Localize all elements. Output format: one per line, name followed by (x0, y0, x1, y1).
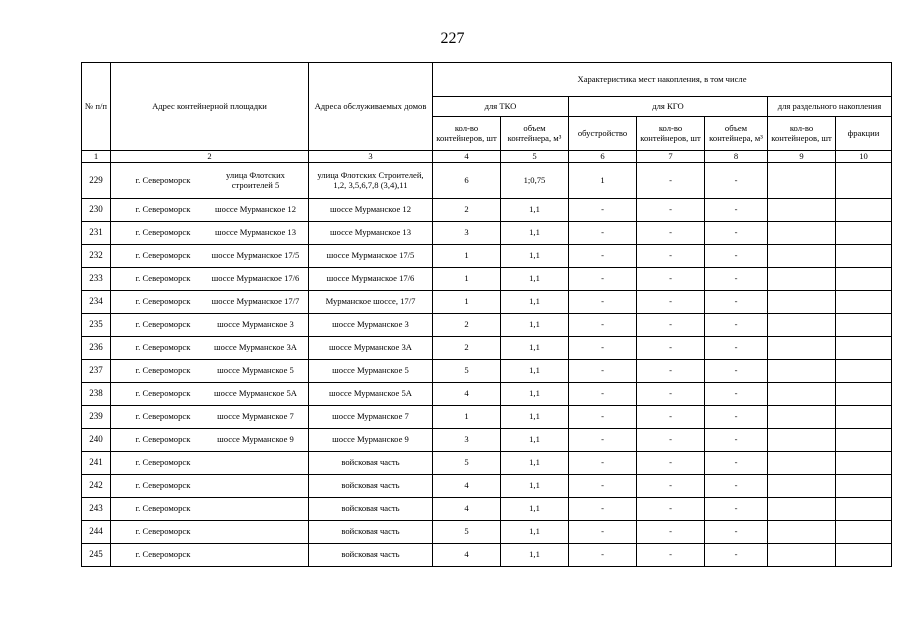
cell-sep-count (768, 544, 836, 567)
table-row (82, 337, 892, 360)
column-number: 4 (433, 151, 501, 163)
cell-kgo-arr: - (569, 245, 637, 268)
served-houses: войсковая часть (309, 544, 433, 567)
row-number: 235 (82, 314, 111, 337)
served-houses: шоссе Мурманское 12 (309, 199, 433, 222)
served-houses: шоссе Мурманское 5 (309, 360, 433, 383)
site-city: г. Североморск (135, 388, 191, 399)
header-group-separate: для раздельного накопления (768, 97, 892, 117)
site-address-cell (111, 544, 309, 567)
cell-tko-volume: 1,1 (501, 222, 569, 245)
site-address-cell (111, 406, 309, 429)
site-street: шоссе Мурманское 5 (217, 365, 294, 376)
cell-kgo-arr: - (569, 268, 637, 291)
site-city: г. Североморск (135, 411, 191, 422)
cell-kgo-count: - (637, 291, 705, 314)
cell-kgo-count: - (637, 383, 705, 406)
header-tko-volume: объем контейнера, м³ (501, 117, 569, 151)
cell-kgo-volume: - (705, 222, 768, 245)
cell-sep-count (768, 383, 836, 406)
cell-kgo-count: - (637, 475, 705, 498)
site-city: г. Североморск (135, 296, 191, 307)
cell-kgo-volume: - (705, 383, 768, 406)
column-number: 2 (111, 151, 309, 163)
cell-sep-fraction (836, 429, 892, 452)
site-city: г. Североморск (135, 250, 191, 261)
served-houses: войсковая часть (309, 452, 433, 475)
cell-tko-volume: 1,1 (501, 245, 569, 268)
header-kgo-arrangement: обустройство (569, 117, 637, 151)
cell-sep-fraction (836, 544, 892, 567)
cell-sep-count (768, 429, 836, 452)
cell-kgo-volume: - (705, 475, 768, 498)
cell-sep-fraction (836, 314, 892, 337)
site-city: г. Североморск (135, 526, 191, 537)
site-address-cell (111, 222, 309, 245)
site-city: г. Североморск (135, 174, 191, 185)
column-number: 1 (82, 151, 111, 163)
cell-sep-count (768, 452, 836, 475)
served-houses: шоссе Мурманское 9 (309, 429, 433, 452)
cell-tko-count: 1 (433, 245, 501, 268)
served-houses: шоссе Мурманское 5А (309, 383, 433, 406)
column-number: 6 (569, 151, 637, 163)
row-number: 236 (82, 337, 111, 360)
table-row (82, 475, 892, 498)
site-street: шоссе Мурманское 17/7 (211, 296, 300, 307)
cell-tko-volume: 1,1 (501, 383, 569, 406)
cell-tko-count: 4 (433, 498, 501, 521)
cell-sep-count (768, 337, 836, 360)
site-city: г. Североморск (135, 480, 191, 491)
cell-tko-volume: 1,1 (501, 452, 569, 475)
table-row (82, 268, 892, 291)
site-address-cell (111, 268, 309, 291)
row-number: 233 (82, 268, 111, 291)
cell-kgo-arr: - (569, 199, 637, 222)
row-number: 231 (82, 222, 111, 245)
cell-kgo-arr: - (569, 337, 637, 360)
row-number: 238 (82, 383, 111, 406)
site-city: г. Североморск (135, 457, 191, 468)
site-street: шоссе Мурманское 9 (217, 434, 294, 445)
served-houses: Мурманское шоссе, 17/7 (309, 291, 433, 314)
cell-sep-count (768, 245, 836, 268)
cell-sep-fraction (836, 360, 892, 383)
site-street: шоссе Мурманское 3 (217, 319, 294, 330)
site-city: г. Североморск (135, 319, 191, 330)
cell-tko-volume: 1,1 (501, 268, 569, 291)
site-address-cell (111, 475, 309, 498)
cell-kgo-count: - (637, 406, 705, 429)
table-row (82, 429, 892, 452)
site-city: г. Североморск (135, 434, 191, 445)
cell-kgo-arr: 1 (569, 163, 637, 199)
site-street: шоссе Мурманское 17/5 (211, 250, 300, 261)
site-address-cell (111, 383, 309, 406)
row-number: 240 (82, 429, 111, 452)
cell-tko-volume: 1,1 (501, 498, 569, 521)
site-city: г. Североморск (135, 365, 191, 376)
cell-sep-count (768, 222, 836, 245)
column-number: 3 (309, 151, 433, 163)
cell-tko-count: 1 (433, 291, 501, 314)
table-row (82, 245, 892, 268)
cell-sep-count (768, 199, 836, 222)
cell-kgo-arr: - (569, 429, 637, 452)
site-address-cell (111, 521, 309, 544)
cell-kgo-arr: - (569, 475, 637, 498)
cell-kgo-volume: - (705, 429, 768, 452)
cell-kgo-count: - (637, 544, 705, 567)
row-number: 230 (82, 199, 111, 222)
cell-sep-fraction (836, 337, 892, 360)
site-address-cell (111, 337, 309, 360)
served-houses: шоссе Мурманское 3А (309, 337, 433, 360)
row-number: 244 (82, 521, 111, 544)
cell-tko-count: 2 (433, 199, 501, 222)
column-number: 8 (705, 151, 768, 163)
header-col-no: № п/п (82, 63, 111, 151)
cell-sep-count (768, 314, 836, 337)
site-street: шоссе Мурманское 12 (214, 204, 297, 215)
cell-tko-volume: 1,1 (501, 475, 569, 498)
cell-tko-volume: 1,1 (501, 544, 569, 567)
cell-kgo-count: - (637, 337, 705, 360)
site-street: улица Флотских строителей 5 (226, 170, 285, 190)
column-number: 10 (836, 151, 892, 163)
header-sep-count: кол-во контейнеров, шт (768, 117, 836, 151)
cell-tko-volume: 1,1 (501, 406, 569, 429)
cell-tko-volume: 1,1 (501, 314, 569, 337)
cell-tko-count: 5 (433, 360, 501, 383)
site-street: шоссе Мурманское 7 (217, 411, 294, 422)
cell-tko-volume: 1,1 (501, 521, 569, 544)
table-row (82, 163, 892, 199)
header-group-tko: для ТКО (433, 97, 569, 117)
site-city: г. Североморск (135, 204, 191, 215)
header-characteristic: Характеристика мест накопления, в том числе (433, 63, 892, 97)
cell-sep-fraction (836, 452, 892, 475)
cell-kgo-arr: - (569, 360, 637, 383)
cell-tko-count: 4 (433, 544, 501, 567)
cell-tko-volume: 1,1 (501, 337, 569, 360)
cell-sep-fraction (836, 475, 892, 498)
table-row (82, 521, 892, 544)
cell-tko-count: 5 (433, 521, 501, 544)
cell-tko-count: 1 (433, 268, 501, 291)
cell-tko-count: 3 (433, 429, 501, 452)
table-row (82, 544, 892, 567)
table-row (82, 383, 892, 406)
cell-kgo-volume: - (705, 360, 768, 383)
cell-sep-fraction (836, 291, 892, 314)
header-col-site: Адрес контейнерной площадки (111, 63, 309, 151)
cell-kgo-count: - (637, 452, 705, 475)
cell-tko-volume: 1,1 (501, 429, 569, 452)
served-houses: войсковая часть (309, 475, 433, 498)
cell-tko-count: 5 (433, 452, 501, 475)
cell-sep-count (768, 498, 836, 521)
cell-tko-count: 1 (433, 406, 501, 429)
cell-tko-count: 4 (433, 383, 501, 406)
cell-tko-count: 4 (433, 475, 501, 498)
site-city: г. Североморск (135, 503, 191, 514)
cell-kgo-volume: - (705, 337, 768, 360)
cell-kgo-arr: - (569, 521, 637, 544)
header-kgo-volume: объем контейнера, м³ (705, 117, 768, 151)
cell-tko-volume: 1;0,75 (501, 163, 569, 199)
table-row (82, 452, 892, 475)
cell-kgo-volume: - (705, 314, 768, 337)
row-number: 229 (82, 163, 111, 199)
column-number: 5 (501, 151, 569, 163)
cell-sep-fraction (836, 268, 892, 291)
site-address-cell (111, 452, 309, 475)
page-number: 227 (440, 30, 465, 47)
table-row (82, 360, 892, 383)
cell-kgo-volume: - (705, 498, 768, 521)
cell-sep-fraction (836, 163, 892, 199)
site-street: шоссе Мурманское 5А (214, 388, 297, 399)
cell-sep-fraction (836, 521, 892, 544)
cell-tko-volume: 1,1 (501, 199, 569, 222)
cell-kgo-count: - (637, 222, 705, 245)
cell-tko-count: 6 (433, 163, 501, 199)
column-number: 9 (768, 151, 836, 163)
cell-kgo-arr: - (569, 222, 637, 245)
table-row (82, 291, 892, 314)
served-houses: шоссе Мурманское 17/6 (309, 268, 433, 291)
cell-kgo-count: - (637, 163, 705, 199)
cell-kgo-volume: - (705, 544, 768, 567)
cell-kgo-arr: - (569, 498, 637, 521)
header-sep-fraction: фракции (836, 117, 892, 151)
cell-kgo-volume: - (705, 291, 768, 314)
site-address-cell (111, 291, 309, 314)
cell-kgo-volume: - (705, 406, 768, 429)
cell-kgo-volume: - (705, 199, 768, 222)
site-city: г. Североморск (135, 342, 191, 353)
cell-tko-count: 3 (433, 222, 501, 245)
served-houses: шоссе Мурманское 13 (309, 222, 433, 245)
cell-sep-fraction (836, 383, 892, 406)
site-address-cell (111, 429, 309, 452)
cell-sep-count (768, 291, 836, 314)
site-address-cell (111, 360, 309, 383)
cell-sep-count (768, 475, 836, 498)
cell-tko-volume: 1,1 (501, 360, 569, 383)
cell-kgo-count: - (637, 199, 705, 222)
site-city: г. Североморск (135, 549, 191, 560)
cell-kgo-volume: - (705, 521, 768, 544)
table-row (82, 222, 892, 245)
cell-sep-count (768, 521, 836, 544)
cell-sep-fraction (836, 222, 892, 245)
cell-tko-count: 2 (433, 337, 501, 360)
cell-kgo-arr: - (569, 452, 637, 475)
container-sites-table (81, 62, 892, 567)
cell-kgo-count: - (637, 429, 705, 452)
row-number: 241 (82, 452, 111, 475)
served-houses: войсковая часть (309, 521, 433, 544)
cell-kgo-count: - (637, 314, 705, 337)
cell-kgo-volume: - (705, 163, 768, 199)
served-houses: улица Флотских Строителей, 1,2, 3,5,6,7,8 (3,4),11 (309, 163, 433, 199)
table-row (82, 406, 892, 429)
cell-sep-count (768, 268, 836, 291)
served-houses: шоссе Мурманское 7 (309, 406, 433, 429)
cell-kgo-arr: - (569, 314, 637, 337)
cell-kgo-count: - (637, 268, 705, 291)
cell-sep-fraction (836, 498, 892, 521)
header-group-kgo: для КГО (569, 97, 768, 117)
served-houses: войсковая часть (309, 498, 433, 521)
cell-kgo-volume: - (705, 245, 768, 268)
table-row (82, 498, 892, 521)
cell-kgo-arr: - (569, 383, 637, 406)
site-city: г. Североморск (135, 227, 191, 238)
cell-sep-fraction (836, 199, 892, 222)
site-address-cell (111, 498, 309, 521)
cell-kgo-arr: - (569, 291, 637, 314)
served-houses: шоссе Мурманское 17/5 (309, 245, 433, 268)
site-address-cell (111, 163, 309, 199)
cell-tko-count: 2 (433, 314, 501, 337)
row-number: 234 (82, 291, 111, 314)
table-row (82, 199, 892, 222)
row-number: 237 (82, 360, 111, 383)
served-houses: шоссе Мурманское 3 (309, 314, 433, 337)
row-number: 243 (82, 498, 111, 521)
cell-sep-count (768, 163, 836, 199)
site-street: шоссе Мурманское 3А (214, 342, 297, 353)
row-number: 232 (82, 245, 111, 268)
cell-sep-count (768, 360, 836, 383)
row-number: 245 (82, 544, 111, 567)
site-street: шоссе Мурманское 17/6 (211, 273, 300, 284)
cell-kgo-arr: - (569, 544, 637, 567)
cell-kgo-count: - (637, 498, 705, 521)
site-address-cell (111, 245, 309, 268)
cell-kgo-volume: - (705, 452, 768, 475)
header-kgo-count: кол-во контейнеров, шт (637, 117, 705, 151)
site-address-cell (111, 314, 309, 337)
header-tko-count: кол-во контейнеров, шт (433, 117, 501, 151)
site-address-cell (111, 199, 309, 222)
cell-kgo-count: - (637, 521, 705, 544)
cell-sep-fraction (836, 245, 892, 268)
site-street: шоссе Мурманское 13 (214, 227, 297, 238)
cell-kgo-count: - (637, 360, 705, 383)
row-number: 239 (82, 406, 111, 429)
cell-kgo-arr: - (569, 406, 637, 429)
cell-sep-fraction (836, 406, 892, 429)
cell-kgo-volume: - (705, 268, 768, 291)
column-number: 7 (637, 151, 705, 163)
site-city: г. Североморск (135, 273, 191, 284)
cell-kgo-count: - (637, 245, 705, 268)
cell-sep-count (768, 406, 836, 429)
header-col-houses: Адреса обслуживаемых домов (309, 63, 433, 151)
cell-tko-volume: 1,1 (501, 291, 569, 314)
table-row (82, 314, 892, 337)
row-number: 242 (82, 475, 111, 498)
